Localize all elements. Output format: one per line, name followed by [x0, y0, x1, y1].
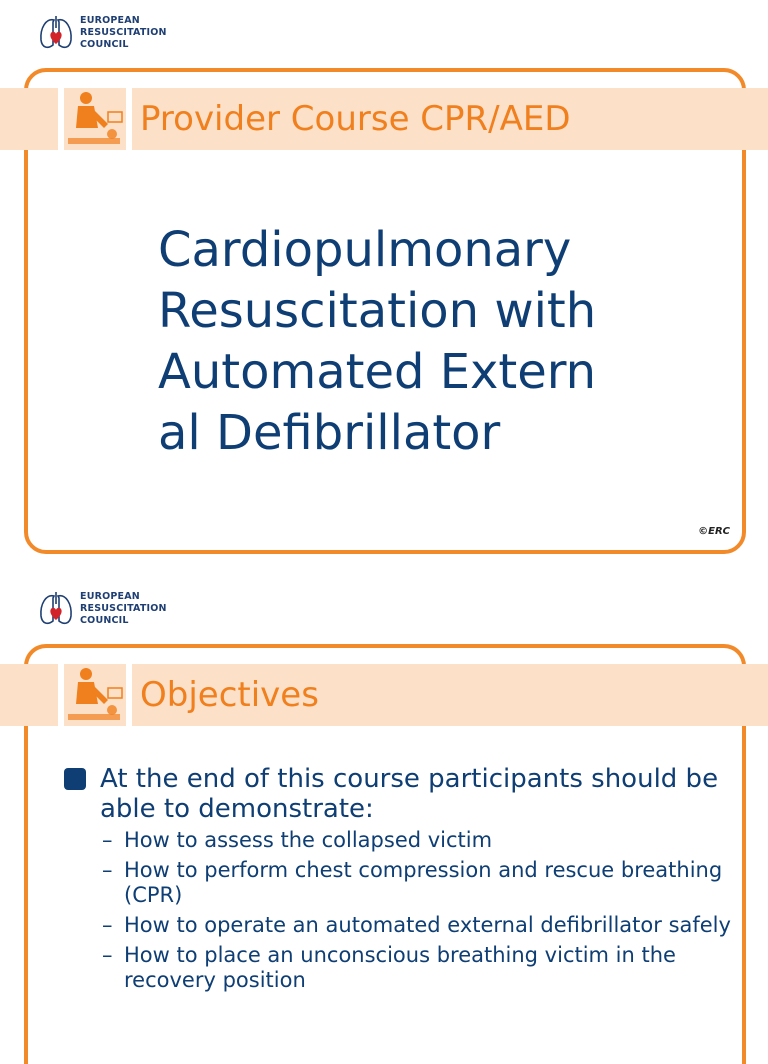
- cpr-illustration-icon: [64, 664, 126, 726]
- objectives-list: [64, 764, 734, 998]
- banner-divider: [126, 88, 132, 150]
- erc-logo: [38, 14, 167, 52]
- logo-line: EUROPEAN: [80, 591, 140, 602]
- logo-text: [80, 15, 167, 51]
- list-item-text: How to place an unconscious breathing victim in the recovery position: [124, 943, 676, 992]
- slide-objectives: [0, 576, 768, 1024]
- title-banner: [0, 664, 768, 726]
- banner-divider: [126, 664, 132, 726]
- lungs-heart-icon: [38, 14, 74, 52]
- dash-icon: –: [102, 913, 113, 937]
- banner-title: Provider Course CPR/AED: [140, 99, 571, 139]
- logo-line: RESUSCITATION: [80, 603, 167, 614]
- list-item: [102, 828, 734, 853]
- dash-icon: –: [102, 943, 113, 967]
- list-item-text: How to operate an automated external defibrillator safely: [124, 913, 731, 937]
- lungs-heart-icon: [38, 590, 74, 628]
- erc-logo: [38, 590, 167, 628]
- copyright-mark: ©ERC: [698, 526, 730, 537]
- sub-list: [102, 828, 734, 993]
- bullet-item: [64, 764, 734, 824]
- logo-line: COUNCIL: [80, 39, 129, 50]
- banner-title: Objectives: [140, 675, 319, 715]
- list-item: [102, 943, 734, 993]
- list-item-text: How to assess the collapsed victim: [124, 828, 493, 852]
- list-item: [102, 858, 734, 908]
- dash-icon: –: [102, 858, 113, 882]
- list-item: [102, 913, 734, 938]
- dash-icon: –: [102, 828, 113, 852]
- main-title: Cardiopulmonary Resuscitation with Automated External Defibrillator: [158, 222, 597, 461]
- logo-line: COUNCIL: [80, 615, 129, 626]
- logo-line: EUROPEAN: [80, 15, 140, 26]
- bullet-square-icon: [64, 768, 86, 790]
- title-banner: [0, 88, 768, 150]
- logo-text: [80, 591, 167, 627]
- list-item-text: How to perform chest compression and rescue breathing (CPR): [124, 858, 723, 907]
- bullet-text: At the end of this course participants should be able to demonstrate:: [100, 764, 719, 824]
- cpr-illustration-icon: [64, 88, 126, 150]
- logo-line: RESUSCITATION: [80, 27, 167, 38]
